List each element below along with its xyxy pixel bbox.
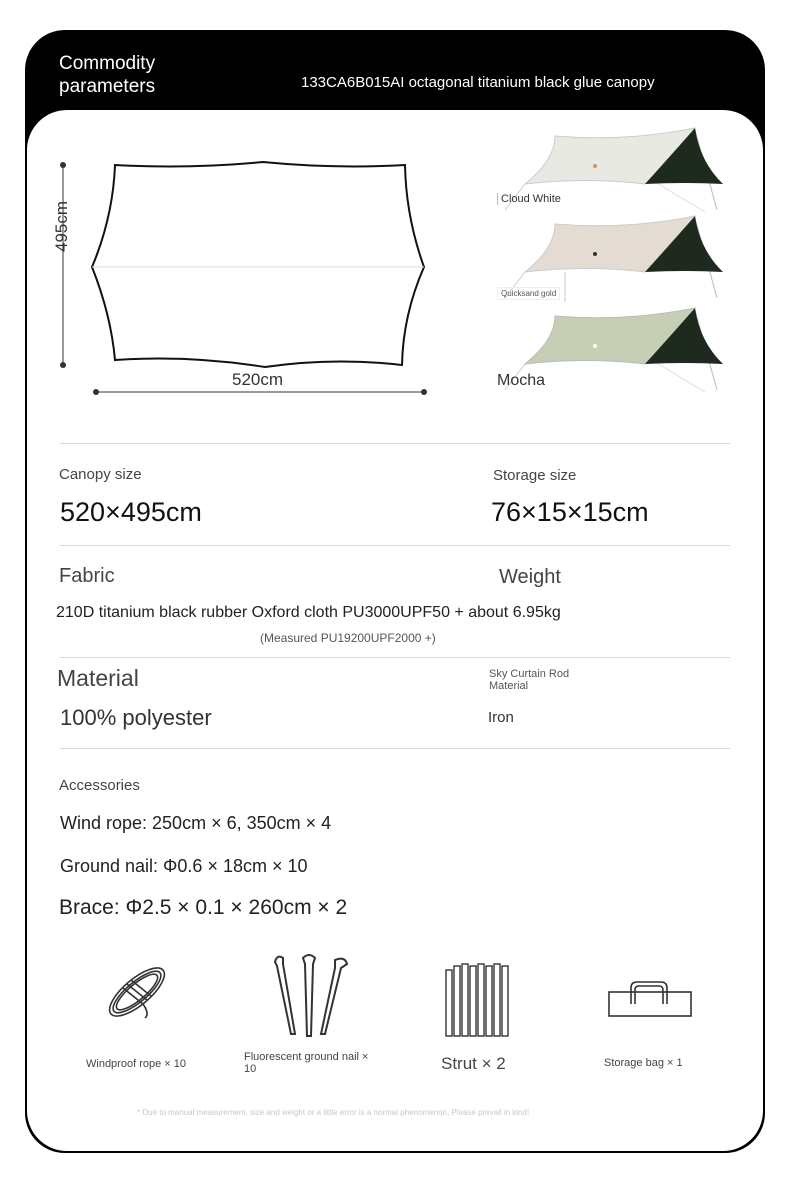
fabric-note: (Measured PU19200UPF2000 +) [260,631,436,645]
material-label: Material [57,665,139,691]
width-label: 520cm [232,370,284,389]
material-value: 100% polyester [60,705,212,730]
header-title: Commodity parameters [59,53,156,97]
footnote: * Due to manual measurement, size and weight or a little error is a normal phenomenon, Please prevail in kind! [137,1108,530,1117]
accessory-caption: Fluorescent ground nail × 10 [244,1051,369,1075]
fabric-label: Fabric [59,565,115,587]
canopy-size-label: Canopy size [59,466,142,483]
color-name-mocha: Mocha [497,372,546,389]
storage-size-value: 76×15×15cm [491,497,649,527]
rope-icon [95,952,180,1037]
storage-size-label: Storage size [493,467,577,484]
accessory-caption: Windproof rope × 10 [86,1058,186,1070]
divider [60,657,730,658]
accessory-line: Wind rope: 250cm × 6, 350cm × 4 [60,813,332,833]
divider [60,443,730,444]
storage-bag-icon [605,978,695,1023]
rod-material-value: Iron [488,709,514,726]
ground-nail-icon [265,950,355,1040]
canopy-size-value: 520×495cm [60,497,202,527]
accessory-caption: Strut × 2 [441,1054,506,1073]
accessory-line: Brace: Φ2.5 × 0.1 × 260cm × 2 [59,896,348,919]
rod-material-label: Sky Curtain Rod Material [489,668,570,692]
strut-icon [440,960,515,1040]
canopy-outline [92,162,424,367]
accessory-caption: Storage bag × 1 [604,1057,683,1069]
canopy-size-diagram [55,155,435,400]
accessories-label: Accessories [59,777,140,794]
divider [60,545,730,546]
weight-label: Weight [499,566,561,588]
divider [60,748,730,749]
height-label: 495cm [52,200,71,252]
color-name-quicksand-gold: Quicksand gold [497,287,560,300]
header-subtitle: 133CA6B015AI octagonal titanium black glue canopy [301,74,655,91]
color-name-cloud-white: Cloud White [497,193,561,205]
fabric-weight-value: 210D titanium black rubber Oxford cloth PU3000UPF50 + about 6.95kg [56,604,561,621]
accessory-line: Ground nail: Φ0.6 × 18cm × 10 [60,856,308,876]
